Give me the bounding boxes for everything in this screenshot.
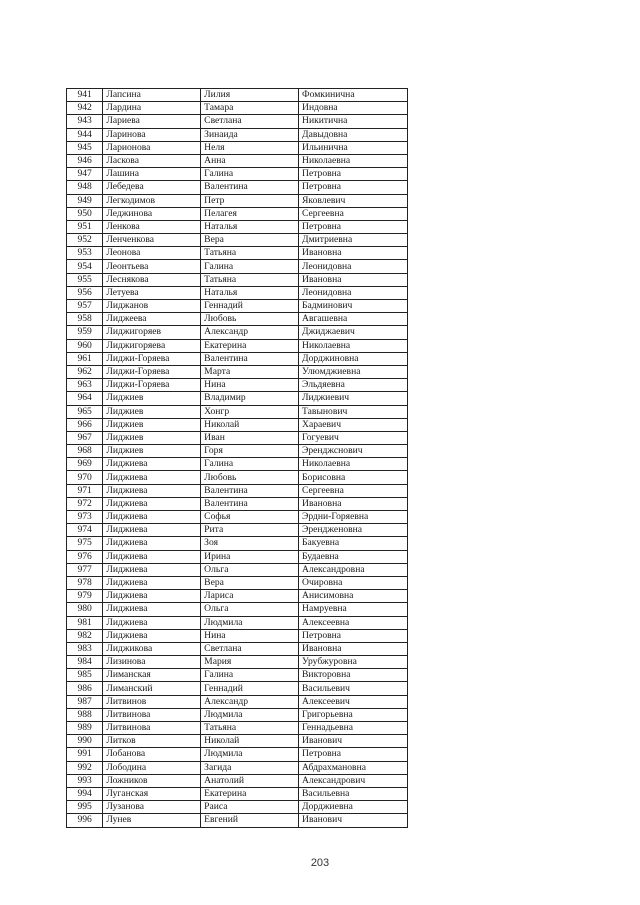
table-row	[67, 405, 408, 418]
table-row	[67, 708, 408, 721]
patronymic-cell: Гогуевич	[299, 431, 408, 444]
row-number-cell: 972	[67, 497, 103, 510]
patronymic-cell: Дорджиновна	[299, 352, 408, 365]
last-name-cell: Лиджиева	[103, 563, 201, 576]
table-row	[67, 656, 408, 669]
first-name-cell: Валентина	[201, 484, 299, 497]
table-row	[67, 247, 408, 260]
patronymic-cell: Петровна	[299, 220, 408, 233]
table-row	[67, 471, 408, 484]
patronymic-cell: Дмитриевна	[299, 234, 408, 247]
patronymic-cell: Эрдни-Горяевна	[299, 511, 408, 524]
row-number-cell: 974	[67, 524, 103, 537]
first-name-cell: Валентина	[201, 352, 299, 365]
first-name-cell: Ирина	[201, 550, 299, 563]
patronymic-cell: Улюмджиевна	[299, 365, 408, 378]
last-name-cell: Лиджиева	[103, 524, 201, 537]
row-number-cell: 987	[67, 695, 103, 708]
row-number-cell: 947	[67, 168, 103, 181]
last-name-cell: Лиджиев	[103, 405, 201, 418]
last-name-cell: Лиджиева	[103, 537, 201, 550]
name-list-body	[67, 89, 408, 828]
first-name-cell: Галина	[201, 669, 299, 682]
first-name-cell: Любовь	[201, 471, 299, 484]
table-row	[67, 194, 408, 207]
row-number-cell: 967	[67, 431, 103, 444]
first-name-cell: Светлана	[201, 115, 299, 128]
row-number-cell: 957	[67, 300, 103, 313]
patronymic-cell: Николаевна	[299, 339, 408, 352]
last-name-cell: Лиджи-Горяева	[103, 365, 201, 378]
table-row	[67, 352, 408, 365]
first-name-cell: Вера	[201, 234, 299, 247]
row-number-cell: 969	[67, 458, 103, 471]
patronymic-cell: Григорьевна	[299, 708, 408, 721]
row-number-cell: 961	[67, 352, 103, 365]
first-name-cell: Вера	[201, 576, 299, 589]
first-name-cell: Раиса	[201, 801, 299, 814]
patronymic-cell: Алексеевна	[299, 616, 408, 629]
patronymic-cell: Бакуевна	[299, 537, 408, 550]
last-name-cell: Ленченкова	[103, 234, 201, 247]
table-row	[67, 365, 408, 378]
first-name-cell: Ольга	[201, 563, 299, 576]
last-name-cell: Лиджиева	[103, 590, 201, 603]
last-name-cell: Летуева	[103, 286, 201, 299]
first-name-cell: Иван	[201, 431, 299, 444]
row-number-cell: 989	[67, 722, 103, 735]
patronymic-cell: Намруевна	[299, 603, 408, 616]
first-name-cell: Наталья	[201, 220, 299, 233]
row-number-cell: 975	[67, 537, 103, 550]
last-name-cell: Лиджеева	[103, 313, 201, 326]
patronymic-cell: Будаевна	[299, 550, 408, 563]
table-row	[67, 392, 408, 405]
row-number-cell: 970	[67, 471, 103, 484]
last-name-cell: Лапсина	[103, 89, 201, 102]
patronymic-cell: Авгашевна	[299, 313, 408, 326]
last-name-cell: Луганская	[103, 787, 201, 800]
first-name-cell: Евгений	[201, 814, 299, 827]
table-row	[67, 260, 408, 273]
last-name-cell: Лиджиева	[103, 550, 201, 563]
row-number-cell: 980	[67, 603, 103, 616]
row-number-cell: 988	[67, 708, 103, 721]
first-name-cell: Хонгр	[201, 405, 299, 418]
first-name-cell: Валентина	[201, 181, 299, 194]
patronymic-cell: Иванович	[299, 735, 408, 748]
first-name-cell: Галина	[201, 260, 299, 273]
row-number-cell: 964	[67, 392, 103, 405]
first-name-cell: Мария	[201, 656, 299, 669]
last-name-cell: Литков	[103, 735, 201, 748]
row-number-cell: 962	[67, 365, 103, 378]
first-name-cell: Александр	[201, 695, 299, 708]
patronymic-cell: Фомкинична	[299, 89, 408, 102]
last-name-cell: Лариева	[103, 115, 201, 128]
first-name-cell: Любовь	[201, 313, 299, 326]
table-row	[67, 484, 408, 497]
row-number-cell: 977	[67, 563, 103, 576]
first-name-cell: Рита	[201, 524, 299, 537]
last-name-cell: Лунев	[103, 814, 201, 827]
row-number-cell: 959	[67, 326, 103, 339]
last-name-cell: Литвинова	[103, 722, 201, 735]
table-row	[67, 168, 408, 181]
row-number-cell: 956	[67, 286, 103, 299]
row-number-cell: 990	[67, 735, 103, 748]
row-number-cell: 994	[67, 787, 103, 800]
last-name-cell: Лиджиев	[103, 431, 201, 444]
last-name-cell: Лиджиева	[103, 616, 201, 629]
last-name-cell: Лобанова	[103, 748, 201, 761]
table-row	[67, 497, 408, 510]
row-number-cell: 971	[67, 484, 103, 497]
patronymic-cell: Викторовна	[299, 669, 408, 682]
last-name-cell: Лиджигоряев	[103, 326, 201, 339]
row-number-cell: 968	[67, 445, 103, 458]
last-name-cell: Лиджиева	[103, 576, 201, 589]
patronymic-cell: Васильевна	[299, 787, 408, 800]
first-name-cell: Нина	[201, 379, 299, 392]
last-name-cell: Лиджиева	[103, 603, 201, 616]
first-name-cell: Людмила	[201, 708, 299, 721]
row-number-cell: 960	[67, 339, 103, 352]
first-name-cell: Пелагея	[201, 207, 299, 220]
row-number-cell: 973	[67, 511, 103, 524]
table-row	[67, 326, 408, 339]
last-name-cell: Лиджиев	[103, 392, 201, 405]
patronymic-cell: Иванович	[299, 814, 408, 827]
last-name-cell: Лиджанов	[103, 300, 201, 313]
first-name-cell: Николай	[201, 735, 299, 748]
first-name-cell: Ольга	[201, 603, 299, 616]
first-name-cell: Петр	[201, 194, 299, 207]
page-number: 203	[310, 857, 330, 869]
row-number-cell: 941	[67, 89, 103, 102]
patronymic-cell: Ивановна	[299, 642, 408, 655]
last-name-cell: Ларинова	[103, 128, 201, 141]
table-row	[67, 748, 408, 761]
patronymic-cell: Бадминович	[299, 300, 408, 313]
last-name-cell: Лиджиева	[103, 484, 201, 497]
patronymic-cell: Борисовна	[299, 471, 408, 484]
row-number-cell: 982	[67, 629, 103, 642]
table-row	[67, 524, 408, 537]
table-row	[67, 234, 408, 247]
row-number-cell: 986	[67, 682, 103, 695]
row-number-cell: 963	[67, 379, 103, 392]
table-row	[67, 141, 408, 154]
last-name-cell: Лиджиева	[103, 511, 201, 524]
patronymic-cell: Яковлевич	[299, 194, 408, 207]
table-row	[67, 154, 408, 167]
table-row	[67, 787, 408, 800]
table-row	[67, 603, 408, 616]
patronymic-cell: Петровна	[299, 181, 408, 194]
table-row	[67, 511, 408, 524]
first-name-cell: Горя	[201, 445, 299, 458]
row-number-cell: 952	[67, 234, 103, 247]
first-name-cell: Анатолий	[201, 774, 299, 787]
row-number-cell: 985	[67, 669, 103, 682]
table-row	[67, 682, 408, 695]
last-name-cell: Ласкова	[103, 154, 201, 167]
row-number-cell: 978	[67, 576, 103, 589]
patronymic-cell: Сергеевна	[299, 484, 408, 497]
table-row	[67, 774, 408, 787]
patronymic-cell: Геннадьевна	[299, 722, 408, 735]
table-row	[67, 379, 408, 392]
last-name-cell: Легкодимов	[103, 194, 201, 207]
table-row	[67, 181, 408, 194]
first-name-cell: Екатерина	[201, 339, 299, 352]
last-name-cell: Лободина	[103, 761, 201, 774]
last-name-cell: Лиджиева	[103, 471, 201, 484]
row-number-cell: 948	[67, 181, 103, 194]
row-number-cell: 943	[67, 115, 103, 128]
table-row	[67, 313, 408, 326]
patronymic-cell: Урубжуровна	[299, 656, 408, 669]
row-number-cell: 955	[67, 273, 103, 286]
last-name-cell: Литвинов	[103, 695, 201, 708]
row-number-cell: 995	[67, 801, 103, 814]
last-name-cell: Ленкова	[103, 220, 201, 233]
table-row	[67, 669, 408, 682]
patronymic-cell: Алексеевич	[299, 695, 408, 708]
last-name-cell: Лиманский	[103, 682, 201, 695]
table-row	[67, 537, 408, 550]
row-number-cell: 979	[67, 590, 103, 603]
patronymic-cell: Тавынович	[299, 405, 408, 418]
patronymic-cell: Ивановна	[299, 273, 408, 286]
first-name-cell: Людмила	[201, 616, 299, 629]
table-row	[67, 286, 408, 299]
first-name-cell: Тамара	[201, 102, 299, 115]
last-name-cell: Леонова	[103, 247, 201, 260]
row-number-cell: 966	[67, 418, 103, 431]
table-row	[67, 722, 408, 735]
row-number-cell: 954	[67, 260, 103, 273]
row-number-cell: 983	[67, 642, 103, 655]
patronymic-cell: Очировна	[299, 576, 408, 589]
first-name-cell: Софья	[201, 511, 299, 524]
first-name-cell: Нина	[201, 629, 299, 642]
patronymic-cell: Александрович	[299, 774, 408, 787]
row-number-cell: 991	[67, 748, 103, 761]
patronymic-cell: Абдрахмановна	[299, 761, 408, 774]
table-row	[67, 695, 408, 708]
last-name-cell: Литвинова	[103, 708, 201, 721]
patronymic-cell: Николаевна	[299, 154, 408, 167]
first-name-cell: Татьяна	[201, 722, 299, 735]
last-name-cell: Лиджикова	[103, 642, 201, 655]
table-row	[67, 431, 408, 444]
last-name-cell: Лиджи-Горяева	[103, 379, 201, 392]
first-name-cell: Зоя	[201, 537, 299, 550]
table-row	[67, 761, 408, 774]
last-name-cell: Лиджигоряева	[103, 339, 201, 352]
patronymic-cell: Лиджиевич	[299, 392, 408, 405]
patronymic-cell: Давыдовна	[299, 128, 408, 141]
last-name-cell: Леонтьева	[103, 260, 201, 273]
first-name-cell: Галина	[201, 168, 299, 181]
table-row	[67, 629, 408, 642]
table-row	[67, 801, 408, 814]
table-row	[67, 115, 408, 128]
patronymic-cell: Ивановна	[299, 497, 408, 510]
table-row	[67, 418, 408, 431]
last-name-cell: Лебедева	[103, 181, 201, 194]
last-name-cell: Лашина	[103, 168, 201, 181]
patronymic-cell: Джиджаевич	[299, 326, 408, 339]
table-row	[67, 207, 408, 220]
patronymic-cell: Ивановна	[299, 247, 408, 260]
row-number-cell: 953	[67, 247, 103, 260]
last-name-cell: Лиджиева	[103, 629, 201, 642]
last-name-cell: Ложников	[103, 774, 201, 787]
patronymic-cell: Эльдяевна	[299, 379, 408, 392]
first-name-cell: Неля	[201, 141, 299, 154]
first-name-cell: Лилия	[201, 89, 299, 102]
row-number-cell: 945	[67, 141, 103, 154]
first-name-cell: Людмила	[201, 748, 299, 761]
table-row	[67, 339, 408, 352]
patronymic-cell: Дорджиевна	[299, 801, 408, 814]
patronymic-cell: Анисимовна	[299, 590, 408, 603]
row-number-cell: 996	[67, 814, 103, 827]
last-name-cell: Лиджи-Горяева	[103, 352, 201, 365]
last-name-cell: Лиджиева	[103, 458, 201, 471]
first-name-cell: Загида	[201, 761, 299, 774]
first-name-cell: Наталья	[201, 286, 299, 299]
patronymic-cell: Эренджснович	[299, 445, 408, 458]
first-name-cell: Татьяна	[201, 273, 299, 286]
first-name-cell: Владимир	[201, 392, 299, 405]
table-row	[67, 102, 408, 115]
first-name-cell: Екатерина	[201, 787, 299, 800]
first-name-cell: Светлана	[201, 642, 299, 655]
patronymic-cell: Васильевич	[299, 682, 408, 695]
row-number-cell: 950	[67, 207, 103, 220]
table-row	[67, 458, 408, 471]
table-row	[67, 273, 408, 286]
row-number-cell: 946	[67, 154, 103, 167]
table-row	[67, 590, 408, 603]
first-name-cell: Валентина	[201, 497, 299, 510]
first-name-cell: Геннадий	[201, 300, 299, 313]
patronymic-cell: Петровна	[299, 168, 408, 181]
first-name-cell: Марта	[201, 365, 299, 378]
first-name-cell: Татьяна	[201, 247, 299, 260]
patronymic-cell: Ильинична	[299, 141, 408, 154]
row-number-cell: 976	[67, 550, 103, 563]
table-row	[67, 576, 408, 589]
last-name-cell: Лизинова	[103, 656, 201, 669]
table-row	[67, 735, 408, 748]
table-row	[67, 220, 408, 233]
first-name-cell: Галина	[201, 458, 299, 471]
last-name-cell: Лузанова	[103, 801, 201, 814]
last-name-cell: Леджинова	[103, 207, 201, 220]
row-number-cell: 981	[67, 616, 103, 629]
row-number-cell: 958	[67, 313, 103, 326]
last-name-cell: Леснякова	[103, 273, 201, 286]
table-row	[67, 89, 408, 102]
row-number-cell: 951	[67, 220, 103, 233]
first-name-cell: Николай	[201, 418, 299, 431]
patronymic-cell: Леонидовна	[299, 286, 408, 299]
patronymic-cell: Никитична	[299, 115, 408, 128]
first-name-cell: Лариса	[201, 590, 299, 603]
last-name-cell: Лиджиев	[103, 445, 201, 458]
row-number-cell: 944	[67, 128, 103, 141]
table-row	[67, 445, 408, 458]
table-row	[67, 128, 408, 141]
first-name-cell: Геннадий	[201, 682, 299, 695]
patronymic-cell: Николаевна	[299, 458, 408, 471]
table-row	[67, 300, 408, 313]
table-row	[67, 550, 408, 563]
patronymic-cell: Александровна	[299, 563, 408, 576]
row-number-cell: 949	[67, 194, 103, 207]
patronymic-cell: Петровна	[299, 629, 408, 642]
last-name-cell: Лардина	[103, 102, 201, 115]
name-list-table	[66, 88, 408, 828]
last-name-cell: Ларионова	[103, 141, 201, 154]
table-row	[67, 814, 408, 827]
patronymic-cell: Леонидовна	[299, 260, 408, 273]
table-row	[67, 642, 408, 655]
table-row	[67, 616, 408, 629]
last-name-cell: Лиманская	[103, 669, 201, 682]
patronymic-cell: Эрендженовна	[299, 524, 408, 537]
patronymic-cell: Петровна	[299, 748, 408, 761]
last-name-cell: Лиджиев	[103, 418, 201, 431]
patronymic-cell: Сергеевна	[299, 207, 408, 220]
row-number-cell: 992	[67, 761, 103, 774]
row-number-cell: 942	[67, 102, 103, 115]
first-name-cell: Александр	[201, 326, 299, 339]
patronymic-cell: Индовна	[299, 102, 408, 115]
row-number-cell: 965	[67, 405, 103, 418]
last-name-cell: Лиджиева	[103, 497, 201, 510]
row-number-cell: 984	[67, 656, 103, 669]
row-number-cell: 993	[67, 774, 103, 787]
first-name-cell: Анна	[201, 154, 299, 167]
table-row	[67, 563, 408, 576]
first-name-cell: Зинаида	[201, 128, 299, 141]
patronymic-cell: Хараевич	[299, 418, 408, 431]
